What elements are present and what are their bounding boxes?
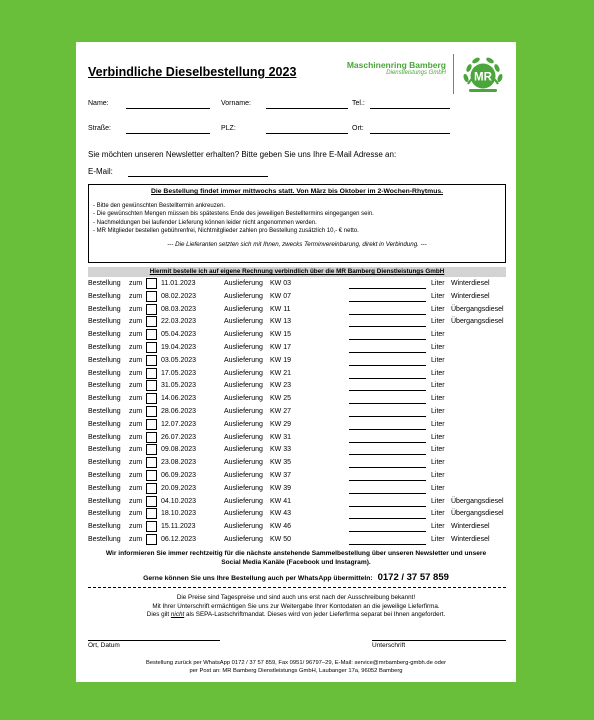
row-auslieferung-label: Auslieferung — [224, 369, 263, 377]
name-label: Name: — [88, 100, 109, 107]
info-heading: Die Bestellung findet immer mittwochs statt. Von März bis Oktober im 2-Wochen-Rhytmus. — [150, 188, 444, 195]
order-checkbox[interactable] — [146, 278, 157, 289]
footer-line: per Post an: MR Bamberg Dienstleistungs GmbH, Laubanger 17a, 96052 Bamberg — [189, 668, 403, 674]
row-liter-label: Liter — [431, 305, 445, 313]
row-zum-label: zum — [129, 497, 143, 505]
row-zum-label: zum — [129, 407, 143, 415]
liter-amount-field[interactable] — [349, 352, 426, 353]
row-auslieferung-label: Auslieferung — [224, 407, 263, 415]
row-bestellung-label: Bestellung — [88, 459, 121, 467]
order-checkbox[interactable] — [146, 444, 157, 455]
email-label: E-Mail: — [88, 167, 113, 176]
order-row — [88, 534, 508, 547]
order-date: 08.02.2023 — [161, 292, 197, 300]
row-bestellung-label: Bestellung — [88, 382, 121, 390]
row-liter-label: Liter — [431, 484, 445, 492]
delivery-week: KW 43 — [270, 510, 292, 518]
row-liter-label: Liter — [431, 407, 445, 415]
brand-name: Maschinenring Bamberg — [346, 60, 446, 70]
liter-amount-field[interactable] — [349, 467, 426, 468]
row-liter-label: Liter — [431, 356, 445, 364]
footer — [76, 659, 516, 675]
delivery-week: KW 50 — [270, 535, 292, 543]
row-auslieferung-label: Auslieferung — [224, 382, 263, 390]
order-row — [88, 508, 508, 521]
row-zum-label: zum — [129, 484, 143, 492]
fuel-type: Übergangsdiesel — [451, 497, 504, 505]
fine-print — [76, 594, 516, 620]
vorname-label: Vorname: — [221, 100, 251, 107]
row-bestellung-label: Bestellung — [88, 356, 121, 364]
order-row — [88, 457, 508, 470]
info-item: - Bitte den gewünschten Bestelltermin ankreuzen. — [93, 203, 226, 209]
order-date: 15.11.2023 — [161, 523, 196, 531]
row-liter-label: Liter — [431, 280, 445, 287]
info-box — [88, 184, 506, 263]
whatsapp-text: Gerne können Sie uns Ihre Bestellung auch per WhatsApp übermitteln: — [143, 575, 373, 582]
row-auslieferung-label: Auslieferung — [224, 497, 263, 505]
mr-logo — [460, 52, 506, 98]
plz-field[interactable] — [266, 133, 348, 134]
order-date: 19.04.2023 — [161, 343, 197, 351]
order-checkbox[interactable] — [146, 329, 157, 340]
tel-field[interactable] — [370, 108, 450, 109]
order-date: 14.06.2023 — [161, 395, 197, 403]
liter-amount-field[interactable] — [349, 442, 426, 443]
order-date: 06.09.2023 — [161, 471, 197, 479]
delivery-week: KW 25 — [270, 395, 292, 403]
row-auslieferung-label: Auslieferung — [224, 433, 263, 441]
order-checkbox[interactable] — [146, 406, 157, 417]
delivery-week: KW 13 — [270, 318, 292, 326]
row-bestellung-label: Bestellung — [88, 433, 121, 441]
info-list — [93, 202, 505, 236]
order-row — [88, 278, 508, 291]
order-date: 28.06.2023 — [161, 407, 197, 415]
row-zum-label: zum — [129, 343, 143, 351]
row-liter-label: Liter — [431, 382, 445, 390]
info-item: - Die gewünschten Mengen müssen bis spätestens Ende des jeweiligen Bestelltermins eingegangen sein. — [93, 211, 374, 218]
delivery-week: KW 23 — [270, 382, 292, 390]
order-checkbox[interactable] — [146, 304, 157, 315]
order-date: 18.10.2023 — [161, 510, 197, 518]
row-liter-label: Liter — [431, 292, 445, 300]
plz-label: PLZ: — [221, 125, 236, 132]
order-row — [88, 316, 508, 329]
row-auslieferung-label: Auslieferung — [224, 395, 263, 403]
liter-amount-field[interactable] — [349, 544, 426, 545]
fine-print-emphasis: nicht — [170, 611, 185, 619]
row-bestellung-label: Bestellung — [88, 407, 121, 415]
order-date: 20.09.2023 — [161, 484, 197, 492]
whatsapp-notice — [76, 572, 516, 583]
order-header: Hiermit bestelle ich auf eigene Rechnung verbindlich über die MR Bamberg Dienstleistungs GmbH — [88, 267, 506, 277]
row-zum-label: zum — [129, 523, 143, 531]
row-zum-label: zum — [129, 292, 143, 300]
order-row — [88, 432, 508, 445]
delivery-week: KW 29 — [270, 420, 292, 428]
liter-amount-field[interactable] — [349, 531, 426, 532]
row-liter-label: Liter — [431, 471, 445, 479]
row-bestellung-label: Bestellung — [88, 369, 121, 377]
place-date-line[interactable] — [88, 640, 220, 641]
order-checkbox[interactable] — [146, 316, 157, 327]
liter-amount-field[interactable] — [349, 314, 426, 315]
liter-amount-field[interactable] — [349, 288, 426, 289]
order-checkbox[interactable] — [146, 534, 157, 545]
fuel-type: Übergangsdiesel — [451, 305, 504, 313]
email-field[interactable] — [128, 176, 268, 177]
order-row — [88, 291, 508, 304]
liter-amount-field[interactable] — [349, 416, 426, 417]
row-liter-label: Liter — [431, 369, 445, 377]
order-form-page — [76, 42, 516, 682]
order-checkbox[interactable] — [146, 355, 157, 366]
fuel-type: Winterdiesel — [451, 535, 490, 543]
row-bestellung-label: Bestellung — [88, 446, 121, 454]
order-date: 11.01.2023 — [161, 280, 196, 287]
order-date: 03.05.2023 — [161, 356, 197, 364]
delivery-week: KW 15 — [270, 331, 292, 339]
strasse-field[interactable] — [126, 133, 210, 134]
order-row — [88, 419, 508, 432]
row-zum-label: zum — [129, 369, 143, 377]
liter-amount-field[interactable] — [349, 378, 426, 379]
tel-label: Tel.: — [352, 100, 365, 107]
order-row — [88, 521, 508, 534]
row-auslieferung-label: Auslieferung — [224, 305, 263, 313]
row-auslieferung-label: Auslieferung — [224, 292, 263, 300]
place-date-label: Ort, Datum — [88, 642, 120, 649]
order-checkbox[interactable] — [146, 521, 157, 532]
row-zum-label: zum — [129, 420, 143, 428]
row-zum-label: zum — [129, 280, 143, 287]
logo-text: MR — [474, 71, 492, 84]
row-zum-label: zum — [129, 382, 143, 390]
row-auslieferung-label: Auslieferung — [224, 356, 263, 364]
order-checkbox[interactable] — [146, 496, 157, 507]
order-date: 08.03.2023 — [161, 305, 197, 313]
row-auslieferung-label: Auslieferung — [224, 535, 263, 543]
row-bestellung-label: Bestellung — [88, 484, 121, 492]
brand-block — [346, 60, 446, 76]
row-bestellung-label: Bestellung — [88, 305, 121, 313]
signature-line[interactable] — [372, 640, 506, 641]
order-date: 22.03.2023 — [161, 318, 197, 326]
order-date: 09.08.2023 — [161, 446, 197, 454]
info-item: - MR Mitglieder bestellen gebührenfrei, Nichtmitglieder zahlen pro Bestellung zusätzlich 10,- € netto. — [93, 228, 359, 235]
row-bestellung-label: Bestellung — [88, 318, 121, 326]
liter-amount-field[interactable] — [349, 493, 426, 494]
row-auslieferung-label: Auslieferung — [224, 446, 263, 454]
order-row — [88, 304, 508, 317]
row-auslieferung-label: Auslieferung — [224, 318, 263, 326]
footer-line: Bestellung zurück per WhatsApp 0172 / 37 57 859, Fax 0951/ 96797–29, E-Mail: service@mrbamberg-gmbh.de oder — [145, 660, 447, 666]
order-row — [88, 406, 508, 419]
liter-amount-field[interactable] — [349, 518, 426, 519]
order-row — [88, 483, 508, 496]
row-auslieferung-label: Auslieferung — [224, 484, 263, 492]
row-auslieferung-label: Auslieferung — [224, 331, 263, 339]
delivery-week: KW 41 — [270, 497, 292, 505]
newsletter-notice: Wir informieren Sie immer rechtzeitig für die nächste anstehende Sammelbestellung über unseren Newsletter und unsere Social Media Kanäle (Facebook und Instagram). — [105, 550, 487, 566]
order-checkbox[interactable] — [146, 470, 157, 481]
row-liter-label: Liter — [431, 395, 445, 403]
order-row — [88, 355, 508, 368]
liter-amount-field[interactable] — [349, 454, 426, 455]
delivery-week: KW 03 — [270, 280, 292, 287]
liter-amount-field[interactable] — [349, 326, 426, 327]
row-zum-label: zum — [129, 331, 143, 339]
delivery-week: KW 07 — [270, 292, 292, 300]
newsletter-prompt: Sie möchten unseren Newsletter erhalten? Bitte geben Sie uns Ihre E-Mail Adresse an: — [88, 150, 397, 159]
order-row — [88, 393, 508, 406]
delivery-week: KW 11 — [270, 305, 291, 313]
ort-field[interactable] — [370, 133, 450, 134]
row-auslieferung-label: Auslieferung — [224, 523, 263, 531]
fuel-type: Übergangsdiesel — [451, 510, 504, 518]
row-zum-label: zum — [129, 446, 143, 454]
brand-subtitle: Dienstleistungs GmbH — [386, 70, 446, 76]
liter-amount-field[interactable] — [349, 506, 426, 507]
row-bestellung-label: Bestellung — [88, 343, 121, 351]
strasse-label: Straße: — [88, 125, 111, 132]
row-liter-label: Liter — [431, 459, 445, 467]
order-row — [88, 496, 508, 509]
row-zum-label: zum — [129, 433, 143, 441]
fine-print-line — [76, 611, 516, 620]
row-bestellung-label: Bestellung — [88, 331, 121, 339]
fine-print-pre: Dies gilt — [146, 611, 171, 619]
order-checkbox[interactable] — [146, 342, 157, 353]
row-bestellung-label: Bestellung — [88, 497, 121, 505]
row-bestellung-label: Bestellung — [88, 523, 121, 531]
order-date: 23.08.2023 — [161, 459, 197, 467]
order-row — [88, 342, 508, 355]
order-checkbox[interactable] — [146, 368, 157, 379]
name-field[interactable] — [126, 108, 210, 109]
form-title: Verbindliche Dieselbestellung 2023 — [88, 65, 297, 79]
order-date: 04.10.2023 — [161, 497, 197, 505]
delivery-week: KW 21 — [270, 369, 292, 377]
row-zum-label: zum — [129, 459, 143, 467]
order-checkbox[interactable] — [146, 483, 157, 494]
delivery-week: KW 35 — [270, 459, 292, 467]
row-bestellung-label: Bestellung — [88, 510, 121, 518]
order-date: 31.05.2023 — [161, 382, 197, 390]
delivery-week: KW 19 — [270, 356, 292, 364]
brand-divider — [453, 54, 454, 94]
order-checkbox[interactable] — [146, 432, 157, 443]
row-zum-label: zum — [129, 318, 143, 326]
vorname-field[interactable] — [266, 108, 348, 109]
row-liter-label: Liter — [431, 446, 445, 454]
fuel-type: Winterdiesel — [451, 523, 490, 531]
row-bestellung-label: Bestellung — [88, 535, 121, 543]
row-bestellung-label: Bestellung — [88, 395, 121, 403]
delivery-week: KW 27 — [270, 407, 292, 415]
delivery-week: KW 46 — [270, 523, 292, 531]
row-auslieferung-label: Auslieferung — [224, 471, 263, 479]
fuel-type: Winterdiesel — [451, 280, 490, 287]
order-checkbox[interactable] — [146, 508, 157, 519]
order-date: 12.07.2023 — [161, 420, 197, 428]
delivery-week: KW 33 — [270, 446, 292, 454]
info-item: - Nachmeldungen bei laufender Lieferung können leider nicht angenommen werden. — [93, 219, 317, 226]
order-date: 17.05.2023 — [161, 369, 197, 377]
delivery-week: KW 17 — [270, 343, 292, 351]
delivery-week: KW 37 — [270, 471, 292, 479]
fine-print-post: als SEPA-Lastschriftmandat. Dieses wird von jeder Lieferfirma separat bei Ihnen angefordert. — [184, 611, 446, 619]
separator-line — [88, 587, 506, 588]
fine-print-line: Die Preise sind Tagespreise und sind auch uns erst nach der Ausschreibung bekannt! — [176, 594, 416, 601]
row-liter-label: Liter — [431, 433, 445, 441]
delivery-week: KW 39 — [270, 484, 292, 492]
row-zum-label: zum — [129, 356, 143, 364]
liter-amount-field[interactable] — [349, 365, 426, 366]
order-list — [88, 278, 508, 547]
row-auslieferung-label: Auslieferung — [224, 280, 263, 287]
delivery-week: KW 31 — [270, 433, 292, 441]
liter-amount-field[interactable] — [349, 480, 426, 481]
row-bestellung-label: Bestellung — [88, 420, 121, 428]
order-checkbox[interactable] — [146, 291, 157, 302]
order-checkbox[interactable] — [146, 393, 157, 404]
row-auslieferung-label: Auslieferung — [224, 510, 263, 518]
order-row — [88, 329, 508, 342]
order-row — [88, 368, 508, 381]
row-zum-label: zum — [129, 305, 143, 313]
row-liter-label: Liter — [431, 497, 445, 505]
signature-label: Unterschrift — [372, 642, 406, 649]
row-liter-label: Liter — [431, 318, 445, 326]
row-liter-label: Liter — [431, 343, 445, 351]
row-liter-label: Liter — [431, 523, 445, 531]
order-row — [88, 444, 508, 457]
row-zum-label: zum — [129, 535, 143, 543]
row-auslieferung-label: Auslieferung — [224, 420, 263, 428]
row-liter-label: Liter — [431, 420, 445, 428]
order-row — [88, 380, 508, 393]
row-liter-label: Liter — [431, 331, 445, 339]
fuel-type: Übergangsdiesel — [451, 318, 504, 326]
order-checkbox[interactable] — [146, 457, 157, 468]
row-bestellung-label: Bestellung — [88, 471, 121, 479]
row-bestellung-label: Bestellung — [88, 292, 121, 300]
row-auslieferung-label: Auslieferung — [224, 343, 263, 351]
fuel-type: Winterdiesel — [451, 292, 490, 300]
order-row — [88, 470, 508, 483]
fine-print-line: Mit Ihrer Unterschrift ermächtigen Sie uns zur Weitergabe Ihrer Kontodaten an die jeweilige Lieferfirma. — [152, 602, 440, 610]
row-zum-label: zum — [129, 471, 143, 479]
row-zum-label: zum — [129, 510, 143, 518]
liter-amount-field[interactable] — [349, 301, 426, 302]
order-checkbox[interactable] — [146, 419, 157, 430]
liter-amount-field[interactable] — [349, 429, 426, 430]
ort-label: Ort: — [352, 125, 364, 132]
liter-amount-field[interactable] — [349, 403, 426, 404]
order-date: 05.04.2023 — [161, 331, 197, 339]
row-liter-label: Liter — [431, 510, 445, 518]
row-zum-label: zum — [129, 395, 143, 403]
row-auslieferung-label: Auslieferung — [224, 459, 263, 467]
row-liter-label: Liter — [431, 535, 445, 543]
liter-amount-field[interactable] — [349, 390, 426, 391]
row-bestellung-label: Bestellung — [88, 280, 121, 287]
order-checkbox[interactable] — [146, 380, 157, 391]
info-footer: --- Die Lieferanten setzten sich mit Ihnen, zwecks Terminvereinbarung, direkt in Verbindung. --- — [167, 240, 427, 248]
order-date: 06.12.2023 — [161, 535, 197, 543]
whatsapp-number: 0172 / 37 57 859 — [377, 572, 449, 583]
order-date: 26.07.2023 — [161, 433, 197, 441]
liter-amount-field[interactable] — [349, 339, 426, 340]
